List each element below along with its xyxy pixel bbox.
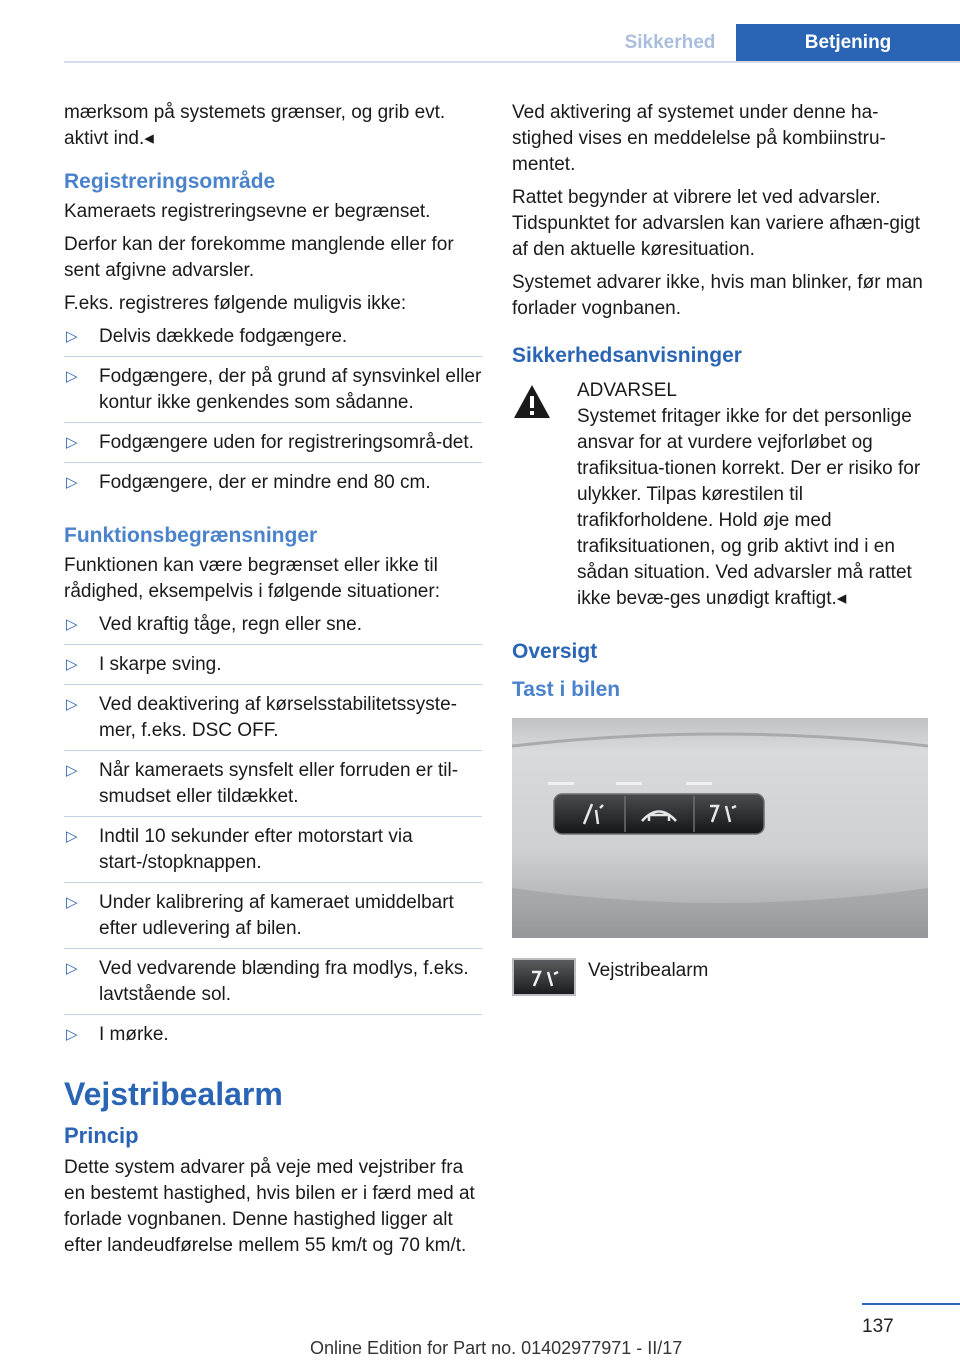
- list-item: ▷ Fodgængere uden for registreringsområ‐det.: [64, 430, 482, 463]
- list-item: ▷ Fodgængere, der er mindre end 80 cm.: [64, 470, 482, 502]
- triangle-bullet-icon: ▷: [66, 474, 78, 491]
- list-item: ▷ Indtil 10 sekunder efter motorstart via start-/stopknappen.: [64, 824, 482, 883]
- triangle-bullet-icon: ▷: [66, 828, 78, 845]
- right-p1: Ved aktivering af systemet under denne ha‐stighed vises en meddelelse på kombiinstru‐mentet.: [512, 102, 886, 175]
- warning-triangle-icon: [512, 382, 552, 422]
- button-legend-label: Vejstribealarm: [588, 960, 709, 981]
- right-p3: Systemet advarer ikke, hvis man blinker, før man forlader vognbanen.: [512, 272, 923, 319]
- principle-text: Dette system advarer på veje med vejstriber fra en bestemt hastighed, hvis bilen er i færd med at forlade vognbanen. Denne hastighed ligger alt efter landeudførelse mellem 55 km/t og 70 km/t.: [64, 1157, 475, 1256]
- warning-text: Systemet fritager ikke for det personlige ansvar for at vurdere vejforløbet og trafiksitua‐tionen korrekt. Der er risiko for ulykker. Tilpas kørestilen til trafikforholdene. Hold øje med trafiksituationen, og grib aktivt ind i en sådan situation. Ved advarsler må rattet ikke bevæ‐ges unødigt kraftigt.◂: [577, 406, 921, 609]
- warning-block: [512, 378, 932, 612]
- triangle-bullet-icon: ▷: [66, 894, 78, 911]
- overview-heading: Oversigt: [512, 640, 598, 663]
- right-p2: Rattet begynder at vibrere let ved advarsler. Tidspunktet for advarslen kan variere afhæn‐gigt af den aktuelle køresituation.: [512, 187, 921, 260]
- triangle-bullet-icon: ▷: [66, 696, 78, 713]
- header-rule: [64, 61, 960, 63]
- triangle-bullet-icon: ▷: [66, 328, 78, 345]
- right-column: [512, 100, 932, 996]
- triangle-bullet-icon: ▷: [66, 1026, 78, 1043]
- triangle-bullet-icon: ▷: [66, 368, 78, 385]
- footer-text: Online Edition for Part no. 01402977971 - II/17: [310, 1338, 683, 1358]
- triangle-bullet-icon: ▷: [66, 434, 78, 451]
- safety-heading: Sikkerhedsanvisninger: [512, 344, 742, 367]
- lane-departure-button-icon: [512, 958, 576, 996]
- limitations-list: [64, 612, 482, 1054]
- registration-p3: F.eks. registreres følgende muligvis ikke:: [64, 293, 407, 314]
- registration-p1: Kameraets registreringsevne er begrænset.: [64, 201, 431, 222]
- left-column: [64, 100, 482, 1266]
- list-item: ▷ I mørke.: [64, 1022, 482, 1054]
- button-heading: Tast i bilen: [512, 678, 621, 701]
- triangle-bullet-icon: ▷: [66, 616, 78, 633]
- list-item: ▷ Under kalibrering af kameraet umiddelbart efter udlevering af bilen.: [64, 890, 482, 949]
- registration-heading: Registreringsområde: [64, 170, 276, 193]
- list-item: ▷ Delvis dækkede fodgængere.: [64, 324, 482, 357]
- limitations-p1: Funktionen kan være begrænset eller ikke til rådighed, eksempelvis i følgende situationer:: [64, 555, 440, 602]
- warning-label: ADVARSEL: [577, 380, 677, 401]
- page-number-rule: [862, 1303, 960, 1305]
- list-item: ▷ Når kameraets synsfelt eller forruden er til‐smudset eller tildækket.: [64, 758, 482, 817]
- section-title: Vejstribealarm: [64, 1076, 283, 1112]
- registration-p2: Derfor kan der forekomme manglende eller for sent afgivne advarsler.: [64, 234, 454, 281]
- list-item: ▷ Fodgængere, der på grund af synsvinkel eller kontur ikke genkendes som sådanne.: [64, 364, 482, 423]
- page-number: 137: [862, 1316, 894, 1337]
- list-item: ▷ I skarpe sving.: [64, 652, 482, 685]
- list-item: ▷ Ved deaktivering af kørselsstabilitetssyste‐mer, f.eks. DSC OFF.: [64, 692, 482, 751]
- tab-betjening[interactable]: Betjening: [736, 24, 960, 61]
- button-legend-row: [512, 958, 932, 996]
- list-item: ▷ Ved kraftig tåge, regn eller sne.: [64, 612, 482, 645]
- list-item: ▷ Ved vedvarende blænding fra modlys, f.eks. lavtstående sol.: [64, 956, 482, 1015]
- limitations-heading: Funktionsbegrænsninger: [64, 524, 318, 547]
- triangle-bullet-icon: ▷: [66, 762, 78, 779]
- tab-sikkerhed[interactable]: Sikkerhed: [624, 31, 716, 53]
- triangle-bullet-icon: ▷: [66, 960, 78, 977]
- triangle-bullet-icon: ▷: [66, 656, 78, 673]
- registration-list: [64, 324, 482, 502]
- principle-heading: Princip: [64, 1123, 139, 1148]
- intro-text: mærksom på systemets grænser, og grib evt. aktivt ind.◂: [64, 102, 446, 149]
- car-buttons-photo: [512, 718, 928, 938]
